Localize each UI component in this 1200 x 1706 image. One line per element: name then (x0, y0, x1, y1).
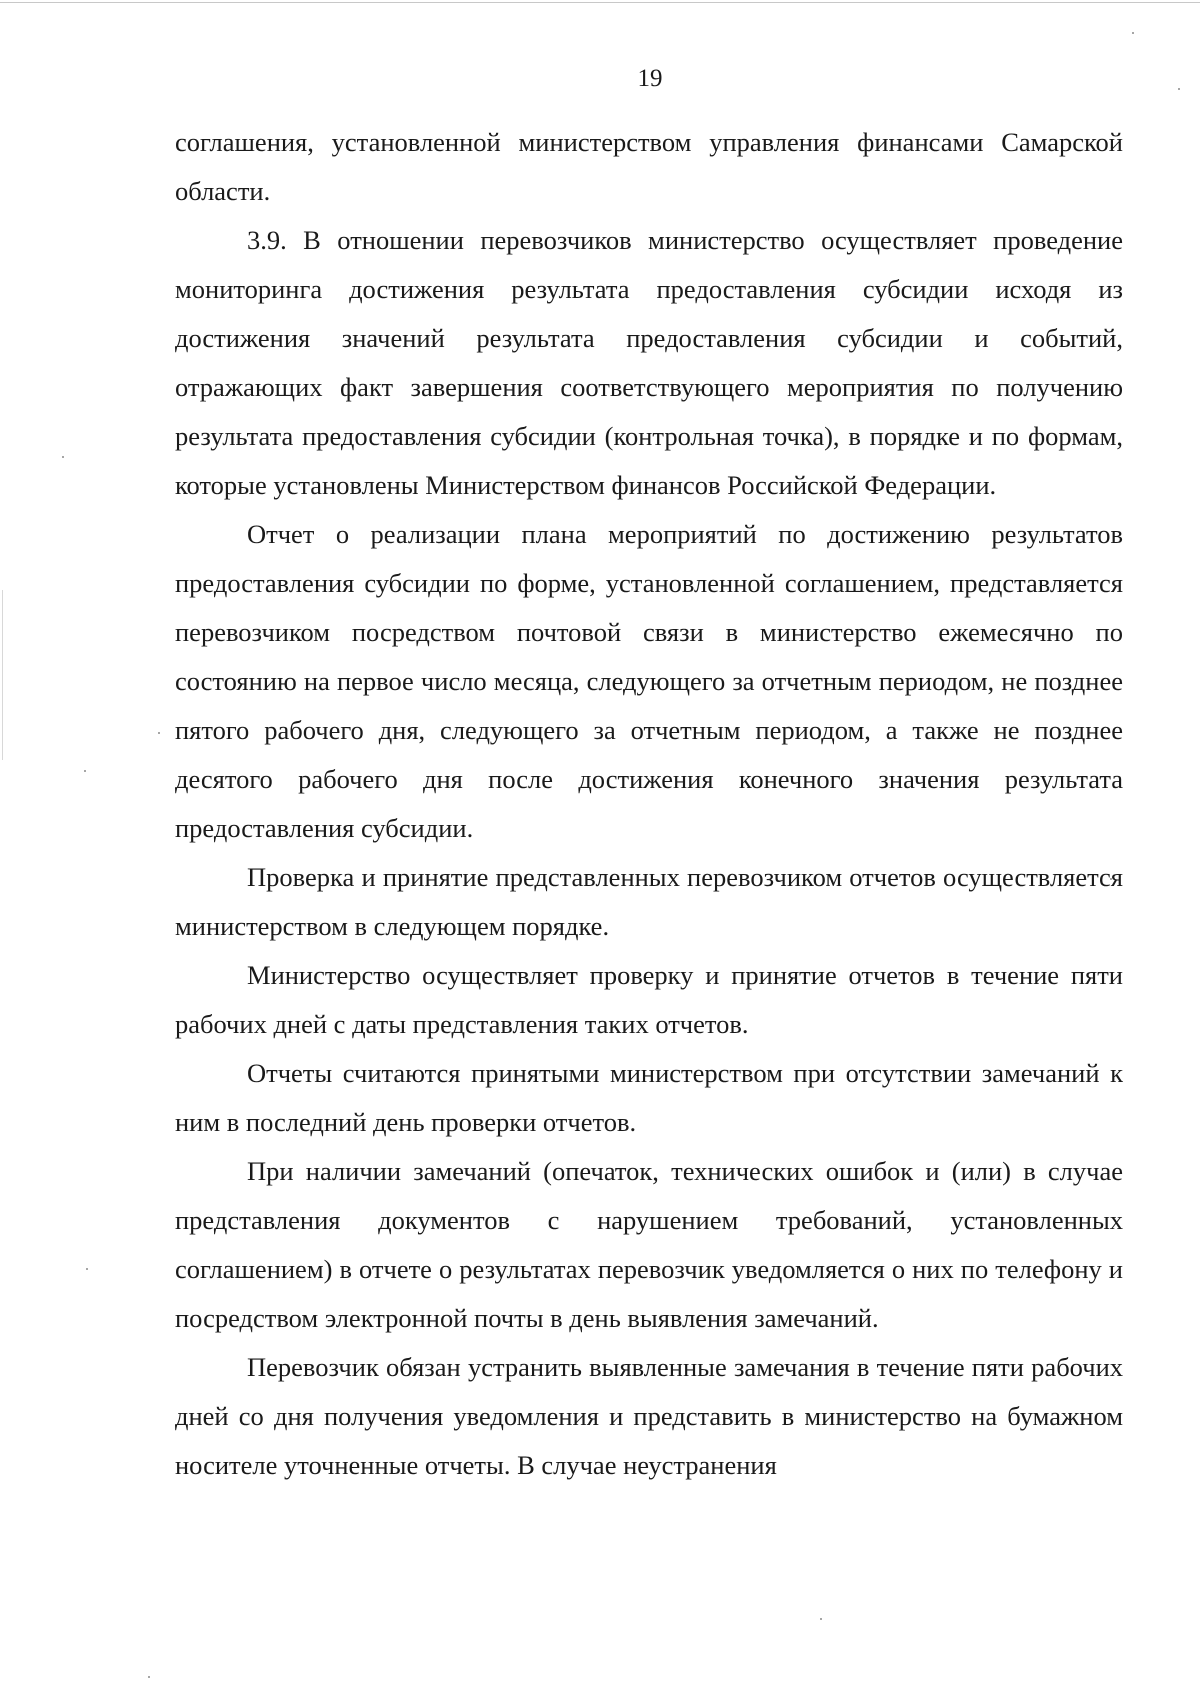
scan-speck (86, 1268, 88, 1270)
paragraph-fix-remarks: Перевозчик обязан устранить выявленные замечания в течение пяти рабочих дней со дня получения уведомления и представить в министерство на бумажном носителе уточненные отчеты. В случае неустранения (175, 1352, 1123, 1480)
scan-edge-left (2, 590, 3, 760)
scan-speck (820, 1618, 822, 1620)
scan-speck (84, 770, 86, 772)
paragraph-check-procedure: Проверка и принятие представленных перевозчиком отчетов осуществляется министерством в следующем порядке. (175, 862, 1123, 941)
paragraph-report-submission: Отчет о реализации плана мероприятий по достижению результатов предоставления субсидии по форме, установленной соглашением, представляется перевозчиком посредством почтовой связи в министерство ежемесячно по состоянию на первое число месяца, следующего за отчетным периодом, не позднее пятого рабочего дня, следующего за отчетным периодом, а также не позднее десятого рабочего дня после достижения конечного значения результата предоставления субсидии. (175, 519, 1123, 843)
paragraph-remarks: При наличии замечаний (опечаток, технических ошибок и (или) в случае представления документов с нарушением требований, установленных соглашением) в отчете о результатах перевозчик уведомляется о них по телефону и посредством электронной почты в день выявления замечаний. (175, 1156, 1123, 1333)
scan-speck (1132, 32, 1134, 34)
document-body (175, 118, 1123, 1490)
paragraph-ministry-check: Министерство осуществляет проверку и принятие отчетов в течение пяти рабочих дней с даты представления таких отчетов. (175, 960, 1123, 1039)
scan-speck (62, 456, 64, 458)
scan-speck (158, 732, 160, 734)
paragraph-reports-accepted: Отчеты считаются принятыми министерством при отсутствии замечаний к ним в последний день проверки отчетов. (175, 1058, 1123, 1137)
page-number: 19 (637, 65, 663, 92)
scan-speck (148, 1676, 150, 1678)
paragraph-continuation: соглашения, установленной министерством управления финансами Самарской области. (175, 127, 1123, 206)
paragraph-3-9-monitoring: 3.9. В отношении перевозчиков министерство осуществляет проведение мониторинга достижения результата предоставления субсидии исходя из достижения значений результата предоставления субсидии и событий, отражающих факт завершения соответствующего мероприятия по получению результата предоставления субсидии (контрольная точка), в порядке и по формам, которые установлены Министерством финансов Российской Федерации. (175, 225, 1123, 500)
scan-edge-top (0, 2, 1200, 3)
